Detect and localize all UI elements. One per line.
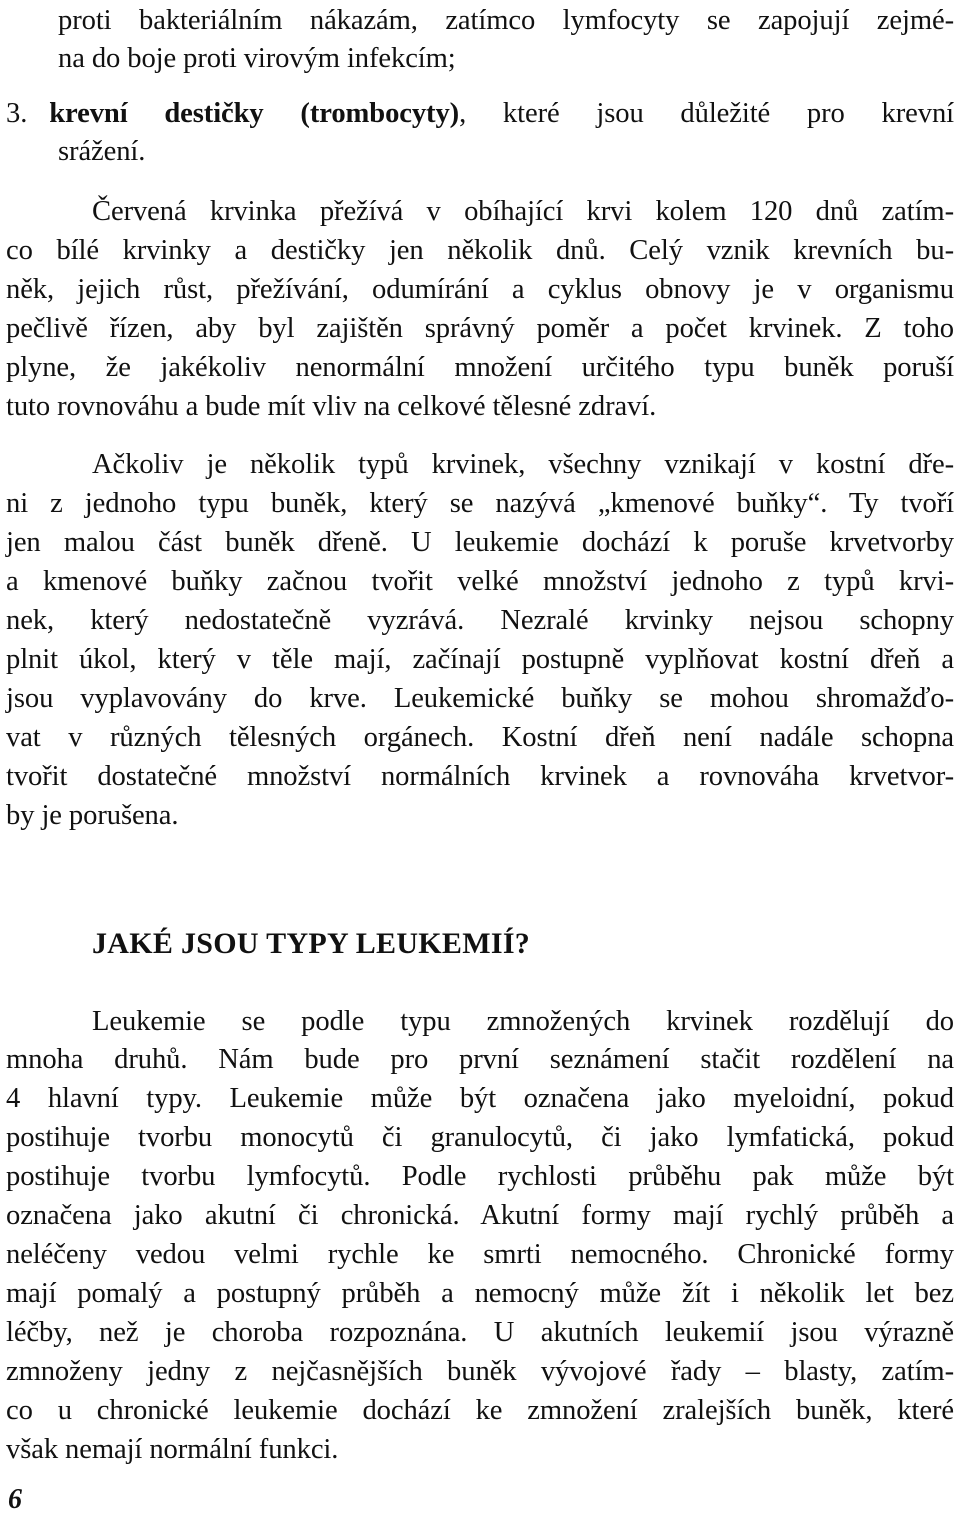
text-line: 4 hlavní typy. Leukemie může být označena jako myeloidní, pokud (6, 1083, 954, 1114)
text-line: tvořit dostatečné množství normálních krvinek a rovnováha krvetvor- (6, 761, 954, 792)
text-line: mají pomalý a postupný průběh a nemocný může žít i několik let bez (6, 1278, 954, 1309)
text-line: nek, který nedostatečně vyzrává. Nezralé krvinky nejsou schopny (6, 605, 954, 636)
list-item-platelets (6, 95, 954, 133)
text-line: a kmenové buňky začnou tvořit velké množství jednoho z typů krvi- (6, 566, 954, 597)
text-line: co u chronické leukemie dochází ke zmnožení zralejších buněk, které (6, 1395, 954, 1426)
text-line: označena jako akutní či chronická. Akutní formy mají rychlý průběh a (6, 1200, 954, 1231)
text-line: plnit úkol, který v těle mají, začínají postupně vyplňovat kostní dřeň a (6, 644, 954, 675)
text-line: zmnoženy jedny z nejčasnějších buněk vývojové řady – blasty, zatím- (6, 1356, 954, 1387)
text-line: postihuje tvorbu lymfocytů. Podle rychlosti průběhu pak může být (6, 1161, 954, 1192)
text-line: léčby, než je choroba rozpoznána. U akutních leukemií jsou výrazně (6, 1317, 954, 1348)
text-line: jsou vyplavovány do krve. Leukemické buňky se mohou shromažďo- (6, 683, 954, 714)
text-line: vat v různých tělesných orgánech. Kostní dřeň není nadále schopna (6, 722, 954, 753)
page-number: 6 (8, 1484, 22, 1515)
text-line: však nemají normální funkci. (6, 1434, 339, 1465)
text-line: Leukemie se podle typu zmnožených krvinek rozdělují do (92, 1006, 954, 1037)
text-line: proti bakteriálním nákazám, zatímco lymfocyty se zapojují zejmé- (58, 5, 954, 36)
text-line: na do boje proti virovým infekcím; (58, 43, 456, 74)
text-line: tuto rovnováhu a bude mít vliv na celkové tělesné zdraví. (6, 391, 657, 422)
list-item-text: , které jsou důležité pro krevní (459, 98, 954, 129)
text-line: co bílé krvinky a destičky jen několik dnů. Celý vznik krevních bu- (6, 235, 954, 266)
text-line: srážení. (58, 136, 146, 167)
list-item-term: krevní destičky (trombocyty) (49, 98, 460, 129)
text-line: Ačkoliv je několik typů krvinek, všechny vznikají v kostní dře- (92, 449, 954, 480)
text-line: by je porušena. (6, 800, 179, 831)
text-line: Červená krvinka přežívá v obíhající krvi kolem 120 dnů zatím- (92, 196, 954, 227)
text-line: ni z jednoho typu buněk, který se nazývá „kmenové buňky“. Ty tvoří (6, 488, 954, 519)
section-heading: JAKÉ JSOU TYPY LEUKEMIÍ? (92, 927, 531, 960)
text-line: jen malou část buněk dřeně. U leukemie dochází k poruše krvetvorby (6, 527, 954, 558)
text-line: něk, jejich růst, přežívání, odumírání a cyklus obnovy je v organismu (6, 274, 954, 305)
text-line: postihuje tvorbu monocytů či granulocytů, či jako lymfatická, pokud (6, 1122, 954, 1153)
text-line: pečlivě řízen, aby byl zajištěn správný poměr a počet krvinek. Z toho (6, 313, 954, 344)
text-line: neléčeny vedou velmi rychle ke smrti nemocného. Chronické formy (6, 1239, 954, 1270)
text-line: mnoha druhů. Nám bude pro první seznámení stačit rozdělení na (6, 1044, 954, 1075)
list-number: 3. (6, 98, 28, 129)
text-line: plyne, že jakékoliv nenormální množení určitého typu buněk poruší (6, 352, 954, 383)
